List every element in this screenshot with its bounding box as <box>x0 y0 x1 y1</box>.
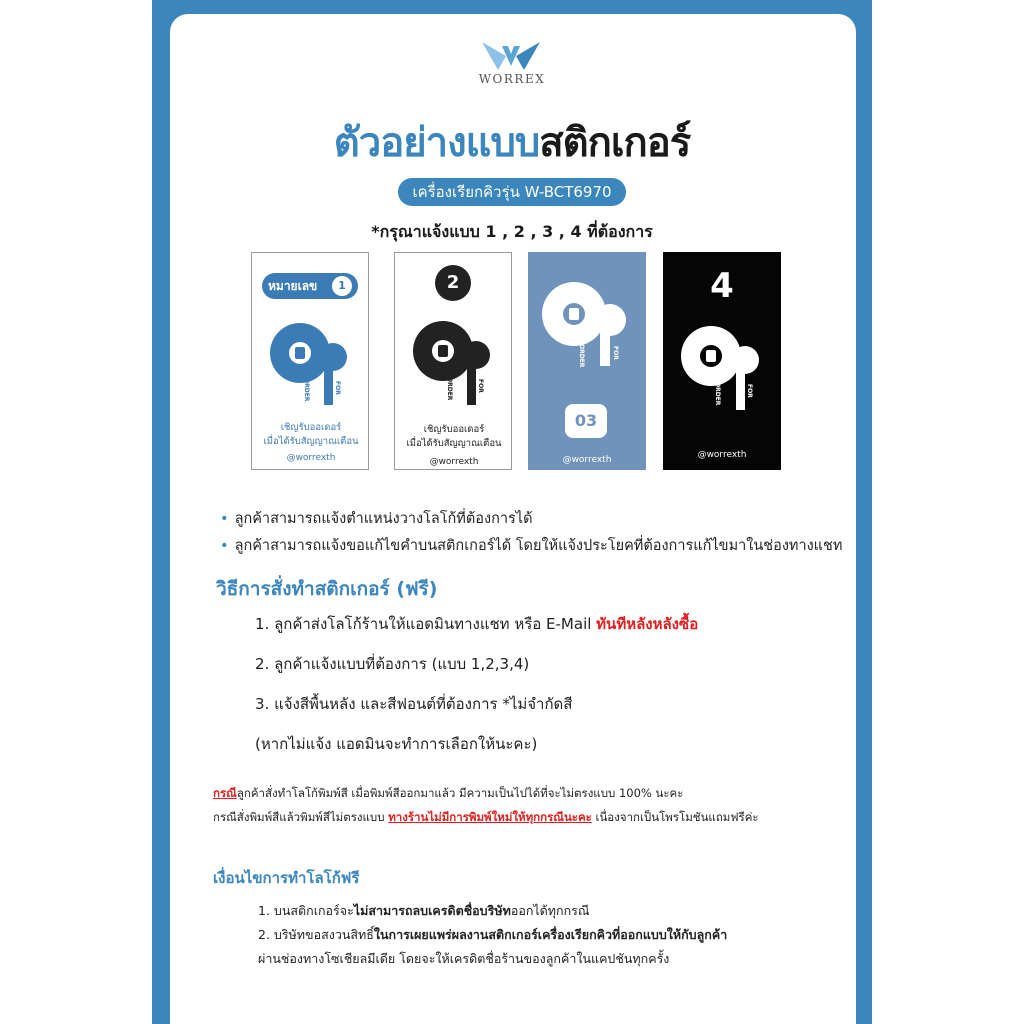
step-3: 3. แจ้งสีพื้นหลัง และสีฟอนต์ที่ต้องการ *ไม่จำกัดสี <box>255 695 573 713</box>
bullet-list <box>220 506 850 560</box>
brand-name: WORREX <box>478 72 546 86</box>
order-heading: วิธีการสั่งทำสติกเกอร์ (ฟรี) <box>216 578 438 600</box>
sticker-handle: @worrexth <box>562 455 612 465</box>
sticker-design-1 <box>251 252 369 470</box>
step-2: 2. ลูกค้าแจ้งแบบที่ต้องการ (แบบ 1,2,3,4) <box>255 655 530 673</box>
list-item: • ลูกค้าสามารถแจ้งขอแก้ไขคำบนสติกเกอร์ได้ โดยให้แจ้งประโยคที่ต้องการแก้ไขมาในช่องทางแชท <box>220 538 843 554</box>
svg-text:ORDER: ORDER <box>303 378 310 402</box>
sticker-number: 1 <box>332 276 352 296</box>
sticker-number: 4 <box>710 266 734 306</box>
sticker-line-2: เมื่อได้รับสัญญาณเตือน <box>406 438 502 449</box>
step-note: (หากไม่แจ้ง แอดมินจะทำการเลือกให้นะคะ) <box>255 735 538 753</box>
number-label-text: หมายเลข <box>268 279 318 293</box>
sticker-line-1: เชิญรับออเดอร์ <box>280 422 342 433</box>
svg-text:ORDER: ORDER <box>578 344 585 368</box>
svg-text:FOR: FOR <box>334 381 341 395</box>
sticker-number: 2 <box>435 265 471 301</box>
condition-2: 2. บริษัทขอสงวนสิทธิ์ในการเผยแพร่ผลงานสติกเกอร์เครื่องเรียกคิวที่ออกแบบให้กับลูกค้า <box>258 927 728 942</box>
color-print-note: กรณีลูกค้าสั่งทำโลโก้พิมพ์สี เมื่อพิมพ์สีออกมาแล้ว มีความเป็นไปได้ที่จะไม่ตรงแบบ 100% นะคะ กรณีสั่งพิมพ์สีแล้วพิมพ์สีไม่ตรงแบบ ทางร้านไม่มีการพิมพ์ใหม่ให้ทุกกรณีนะคะ เนื่องจากเป็นโพรโมชันแถมฟรีค่ะ <box>213 786 759 824</box>
sticker-handle: @worrexth <box>697 450 747 460</box>
sticker-design-3 <box>528 252 646 470</box>
order-graphic-icon <box>663 252 781 470</box>
svg-text:FOR: FOR <box>746 384 753 398</box>
page-title: ตัวอย่างแบบสติกเกอร์ <box>333 120 691 166</box>
sticker-design-4 <box>663 252 781 470</box>
sticker-line-2: เมื่อได้รับสัญญาณเตือน <box>263 436 359 447</box>
sticker-handle: @worrexth <box>429 457 479 467</box>
sticker-design-2 <box>394 252 512 470</box>
sticker-line-1: เชิญรับออเดอร์ <box>423 424 485 435</box>
sticker-number: 03 <box>565 404 607 438</box>
instruction-text: *กรุณาแจ้งแบบ 1 , 2 , 3 , 4 ที่ต้องการ <box>371 222 653 241</box>
condition-1: 1. บนสติกเกอร์จะไม่สามารถลบเครดิตชื่อบริษัทออกได้ทุกกรณี <box>258 903 590 918</box>
conditions-list <box>258 899 848 971</box>
svg-text:FOR: FOR <box>477 379 484 393</box>
svg-text:ORDER: ORDER <box>714 382 721 406</box>
conditions-heading: เงื่อนไขการทำโลโก้ฟรี <box>213 869 360 887</box>
condition-2-cont: ผ่านช่องทางโซเชียลมีเดีย โดยจะให้เครดิตชื่อร้านของลูกค้าในแคปชันทุกครั้ง <box>258 951 670 966</box>
svg-text:FOR: FOR <box>612 346 619 360</box>
order-steps <box>255 612 855 772</box>
sticker-handle: @worrexth <box>286 453 336 463</box>
svg-text:ORDER: ORDER <box>446 377 453 401</box>
step-1: 1. ลูกค้าส่งโลโก้ร้านให้แอดมินทางแชท หรือ E-Mail ทันทีหลังหลังซื้อ <box>255 615 699 633</box>
list-item: • ลูกค้าสามารถแจ้งตำแหน่งวางโลโก้ที่ต้องการได้ <box>220 511 533 527</box>
model-badge: เครื่องเรียกคิวรุ่น W-BCT6970 <box>398 178 626 206</box>
